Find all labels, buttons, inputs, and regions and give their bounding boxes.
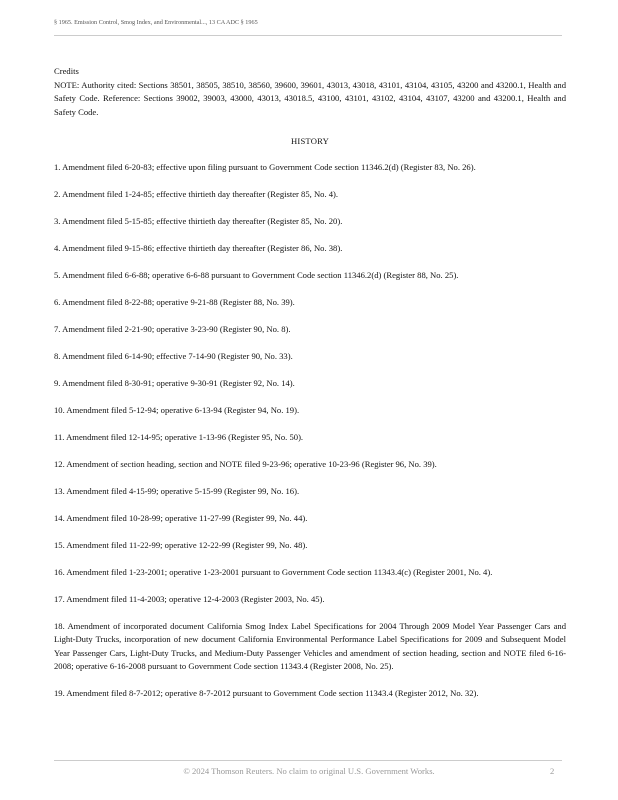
history-item: 12. Amendment of section heading, section and NOTE filed 9-23-96; operative 10-23-96 (Register 96, No. 39).	[54, 458, 437, 469]
history-item: 9. Amendment filed 8-30-91; operative 9-30-91 (Register 92, No. 14).	[54, 377, 295, 388]
history-item: 1. Amendment filed 6-20-83; effective upon filing pursuant to Government Code section 11346.2(d) (Register 83, No. 26).	[54, 161, 476, 172]
credits-heading: Credits	[54, 66, 79, 76]
history-item: 16. Amendment filed 1-23-2001; operative 1-23-2001 pursuant to Government Code section 11343.4(c) (Register 2001, No. 4).	[54, 566, 493, 577]
document-body	[54, 65, 566, 714]
history-item: 13. Amendment filed 4-15-99; operative 5-15-99 (Register 99, No. 16).	[54, 485, 300, 496]
running-header: § 1965. Emission Control, Smog Index, and Environmental..., 13 CA ADC § 1965	[54, 19, 258, 26]
history-item: 14. Amendment filed 10-28-99; operative 11-27-99 (Register 99, No. 44).	[54, 512, 308, 523]
footer-divider	[54, 760, 562, 761]
history-item: 17. Amendment filed 11-4-2003; operative 12-4-2003 (Register 2003, No. 45).	[54, 593, 325, 604]
history-item: 19. Amendment filed 8-7-2012; operative 8-7-2012 pursuant to Government Code section 11343.4 (Register 2012, No. 32).	[54, 688, 479, 698]
history-item: 15. Amendment filed 11-22-99; operative 12-22-99 (Register 99, No. 48).	[54, 539, 308, 550]
credits-note: NOTE: Authority cited: Sections 38501, 38505, 38510, 38560, 39600, 39601, 43013, 43018, 43101, 43104, 43105, 43200 and 43200.1, Health and Safety Code. Reference: Sections 39002, 39003, 43000, 43013, 43018.5, 43100, 43101, 43102, 43104, 43107, 43200 and 43200.1, Health and Safety Code.	[54, 79, 566, 117]
history-item: 11. Amendment filed 12-14-95; operative 1-13-96 (Register 95, No. 50).	[54, 431, 304, 442]
history-item: 10. Amendment filed 5-12-94; operative 6-13-94 (Register 94, No. 19).	[54, 404, 300, 415]
page-number: 2	[550, 766, 555, 776]
history-item: 4. Amendment filed 9-15-86; effective thirtieth day thereafter (Register 86, No. 38).	[54, 242, 343, 253]
history-item: 2. Amendment filed 1-24-85; effective thirtieth day thereafter (Register 85, No. 4).	[54, 188, 339, 199]
history-item: 18. Amendment of incorporated document California Smog Index Label Specifications for 2004 Through 2009 Model Year Passenger Cars and Light-Duty Trucks, incorporation of new document California Environmental Performance Label Specifications for 2009 and Subsequent Model Year Passenger Cars, Light-Duty Trucks, and Medium-Duty Passenger Vehicles and amendment of section heading, section and NOTE filed 6-16-2008; operative 6-16-2008 pursuant to Government Code section 11343.4 (Register 2008, No. 25).	[54, 620, 566, 671]
history-item: 3. Amendment filed 5-15-85; effective thirtieth day thereafter (Register 85, No. 20).	[54, 215, 343, 226]
history-item: 8. Amendment filed 6-14-90; effective 7-14-90 (Register 90, No. 33).	[54, 350, 293, 361]
header-divider	[54, 35, 562, 36]
history-list	[54, 161, 566, 701]
footer-copyright: © 2024 Thomson Reuters. No claim to original U.S. Government Works.	[183, 766, 435, 776]
history-heading: HISTORY	[290, 136, 329, 146]
history-item: 7. Amendment filed 2-21-90; operative 3-23-90 (Register 90, No. 8).	[54, 323, 291, 334]
history-item: 6. Amendment filed 8-22-88; operative 9-21-88 (Register 88, No. 39).	[54, 296, 295, 307]
history-item: 5. Amendment filed 6-6-88; operative 6-6-88 pursuant to Government Code section 11346.2(d) (Register 88, No. 25).	[54, 269, 459, 280]
